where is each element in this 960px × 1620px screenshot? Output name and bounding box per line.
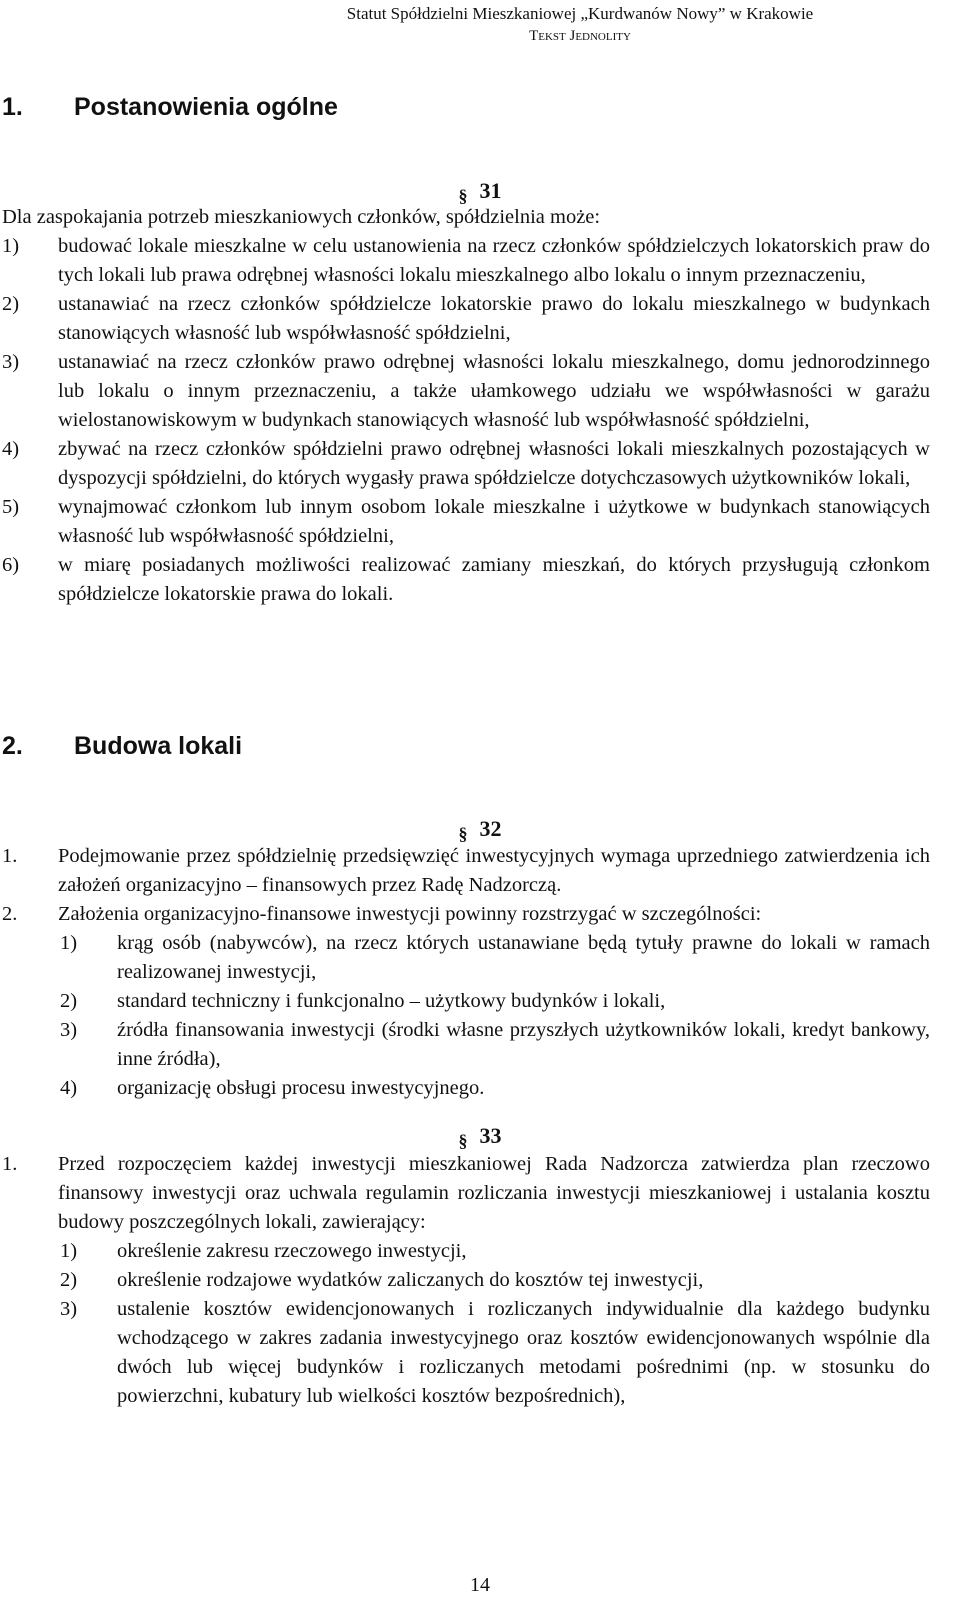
sub-list-item (0, 1016, 930, 1074)
paragraph-intro: Dla zaspokajania potrzeb mieszkaniowych członków, spółdzielnia może: (2, 206, 601, 228)
sub-list-item (0, 987, 930, 1016)
sub-list-item (0, 929, 930, 987)
item-number: 3) (2, 351, 20, 373)
sub-item-number: 1) (60, 1240, 78, 1262)
paragraph-number: 31 (479, 178, 502, 203)
list-item (0, 290, 930, 348)
list-item (0, 900, 930, 929)
sub-item-number: 2) (60, 990, 78, 1012)
sub-item-number: 1) (60, 932, 78, 954)
list-item (0, 435, 930, 493)
section-1-heading (2, 92, 338, 122)
sub-item-number: 3) (60, 1298, 78, 1320)
paragraph-number: 33 (479, 1123, 502, 1148)
list-item (0, 842, 930, 900)
list-item (0, 551, 930, 609)
paragraph-33-heading (0, 1123, 960, 1150)
page-number: 14 (470, 1574, 490, 1596)
item-text: zbywać na rzecz członków spółdzielni prawo odrębnej własności lokali mieszkalnych pozostających w dyspozycji spółdzielni, do których wygasły prawa spółdzielcze dotychczasowych użytkowników lokali, (58, 438, 930, 489)
section-sign: § (458, 186, 468, 206)
section-sign: § (458, 824, 468, 844)
section-number: 1. (2, 93, 23, 121)
paragraph-32-heading (0, 816, 960, 843)
item-text: Przed rozpoczęciem każdej inwestycji mieszkaniowej Rada Nadzorcza zatwierdza plan rzeczowo finansowy inwestycji oraz uchwala regulamin rozliczania inwestycji mieszkaniowej i ustalania kosztu budowy poszczególnych lokali, zawierający: (58, 1153, 930, 1233)
item-number: 2. (2, 903, 18, 925)
sub-item-number: 2) (60, 1269, 78, 1291)
sub-list-item (0, 1266, 930, 1295)
item-number: 4) (2, 438, 20, 460)
section-title: Postanowienia ogólne (74, 93, 338, 121)
item-text: ustanawiać na rzecz członków spółdzielcze lokatorskie prawo do lokalu mieszkalnego w budynkach stanowiących własność lub współwłasność spółdzielni, (58, 293, 930, 344)
paragraph-31-heading (0, 178, 960, 205)
sub-item-text: krąg osób (nabywców), na rzecz których ustanawiane będą tytuły prawne do lokali w ramach realizowanej inwestycji, (117, 932, 930, 983)
sub-item-text: źródła finansowania inwestycji (środki własne przyszłych użytkowników lokali, kredyt bankowy, inne źródła), (117, 1019, 930, 1070)
list-item (0, 493, 930, 551)
header-subtitle: Tekst Jednolity (529, 28, 631, 44)
sub-list-item (0, 1237, 930, 1266)
sub-item-text: ustalenie kosztów ewidencjonowanych i rozliczanych indywidualnie dla każdego budynku wchodzącego w zakres zadania inwestycyjnego oraz kosztów ewidencjonowanych wspólnie dla dwóch lub więcej budynków i rozliczanych metodami pośrednimi (np. w stosunku do powierzchni, kubatury lub wielkości kosztów bezpośrednich), (117, 1298, 930, 1407)
item-text: ustanawiać na rzecz członków prawo odrębnej własności lokalu mieszkalnego, domu jednorodzinnego lub lokalu o innym przeznaczeniu, a także ułamkowego udziału we współwłasności w garażu wielostanowiskowym w budynkach stanowiących własność lub współwłasność spółdzielni, (58, 351, 930, 431)
item-number: 5) (2, 496, 20, 518)
list-item (0, 348, 930, 435)
sub-list-item (0, 1074, 930, 1103)
item-number: 1. (2, 1153, 18, 1175)
section-title: Budowa lokali (74, 732, 243, 760)
sub-list-item (0, 1295, 930, 1411)
section-2-heading (2, 731, 242, 761)
paragraph-number: 32 (479, 816, 502, 841)
item-text: w miarę posiadanych możliwości realizować zamiany mieszkań, do których przysługują członkom spółdzielcze lokatorskie prawa do lokali. (58, 554, 930, 605)
section-sign: § (458, 1131, 468, 1151)
item-number: 1. (2, 845, 18, 867)
item-text: Podejmowanie przez spółdzielnię przedsięwzięć inwestycyjnych wymaga uprzedniego zatwierdzenia ich założeń organizacyjno – finansowych przez Radę Nadzorczą. (58, 845, 930, 896)
sub-item-number: 3) (60, 1019, 78, 1041)
paragraph-32-body (0, 842, 930, 1103)
sub-item-text: organizację obsługi procesu inwestycyjnego. (117, 1077, 485, 1099)
item-number: 1) (2, 235, 20, 257)
section-number: 2. (2, 732, 23, 760)
item-text: Założenia organizacyjno-finansowe inwestycji powinny rozstrzygać w szczególności: (58, 903, 762, 925)
sub-item-text: określenie zakresu rzeczowego inwestycji, (117, 1240, 467, 1262)
item-text: budować lokale mieszkalne w celu ustanowienia na rzecz członków spółdzielczych lokatorskich praw do tych lokali lub prawa odrębnej własności lokalu mieszkalnego albo lokalu o innym przeznaczeniu, (58, 235, 930, 286)
list-item (0, 232, 930, 290)
paragraph-33-body (0, 1150, 930, 1411)
sub-item-number: 4) (60, 1077, 78, 1099)
item-text: wynajmować członkom lub innym osobom lokale mieszkalne i użytkowe w budynkach stanowiących własność lub współwłasność spółdzielni, (58, 496, 930, 547)
paragraph-31-body (0, 203, 930, 609)
sub-item-text: standard techniczny i funkcjonalno – użytkowy budynków i lokali, (117, 990, 666, 1012)
item-number: 6) (2, 554, 20, 576)
item-number: 2) (2, 293, 20, 315)
list-item (0, 1150, 930, 1237)
sub-item-text: określenie rodzajowe wydatków zaliczanych do kosztów tej inwestycji, (117, 1269, 704, 1291)
header-title: Statut Spółdzielni Mieszkaniowej „Kurdwanów Nowy” w Krakowie (346, 4, 814, 23)
